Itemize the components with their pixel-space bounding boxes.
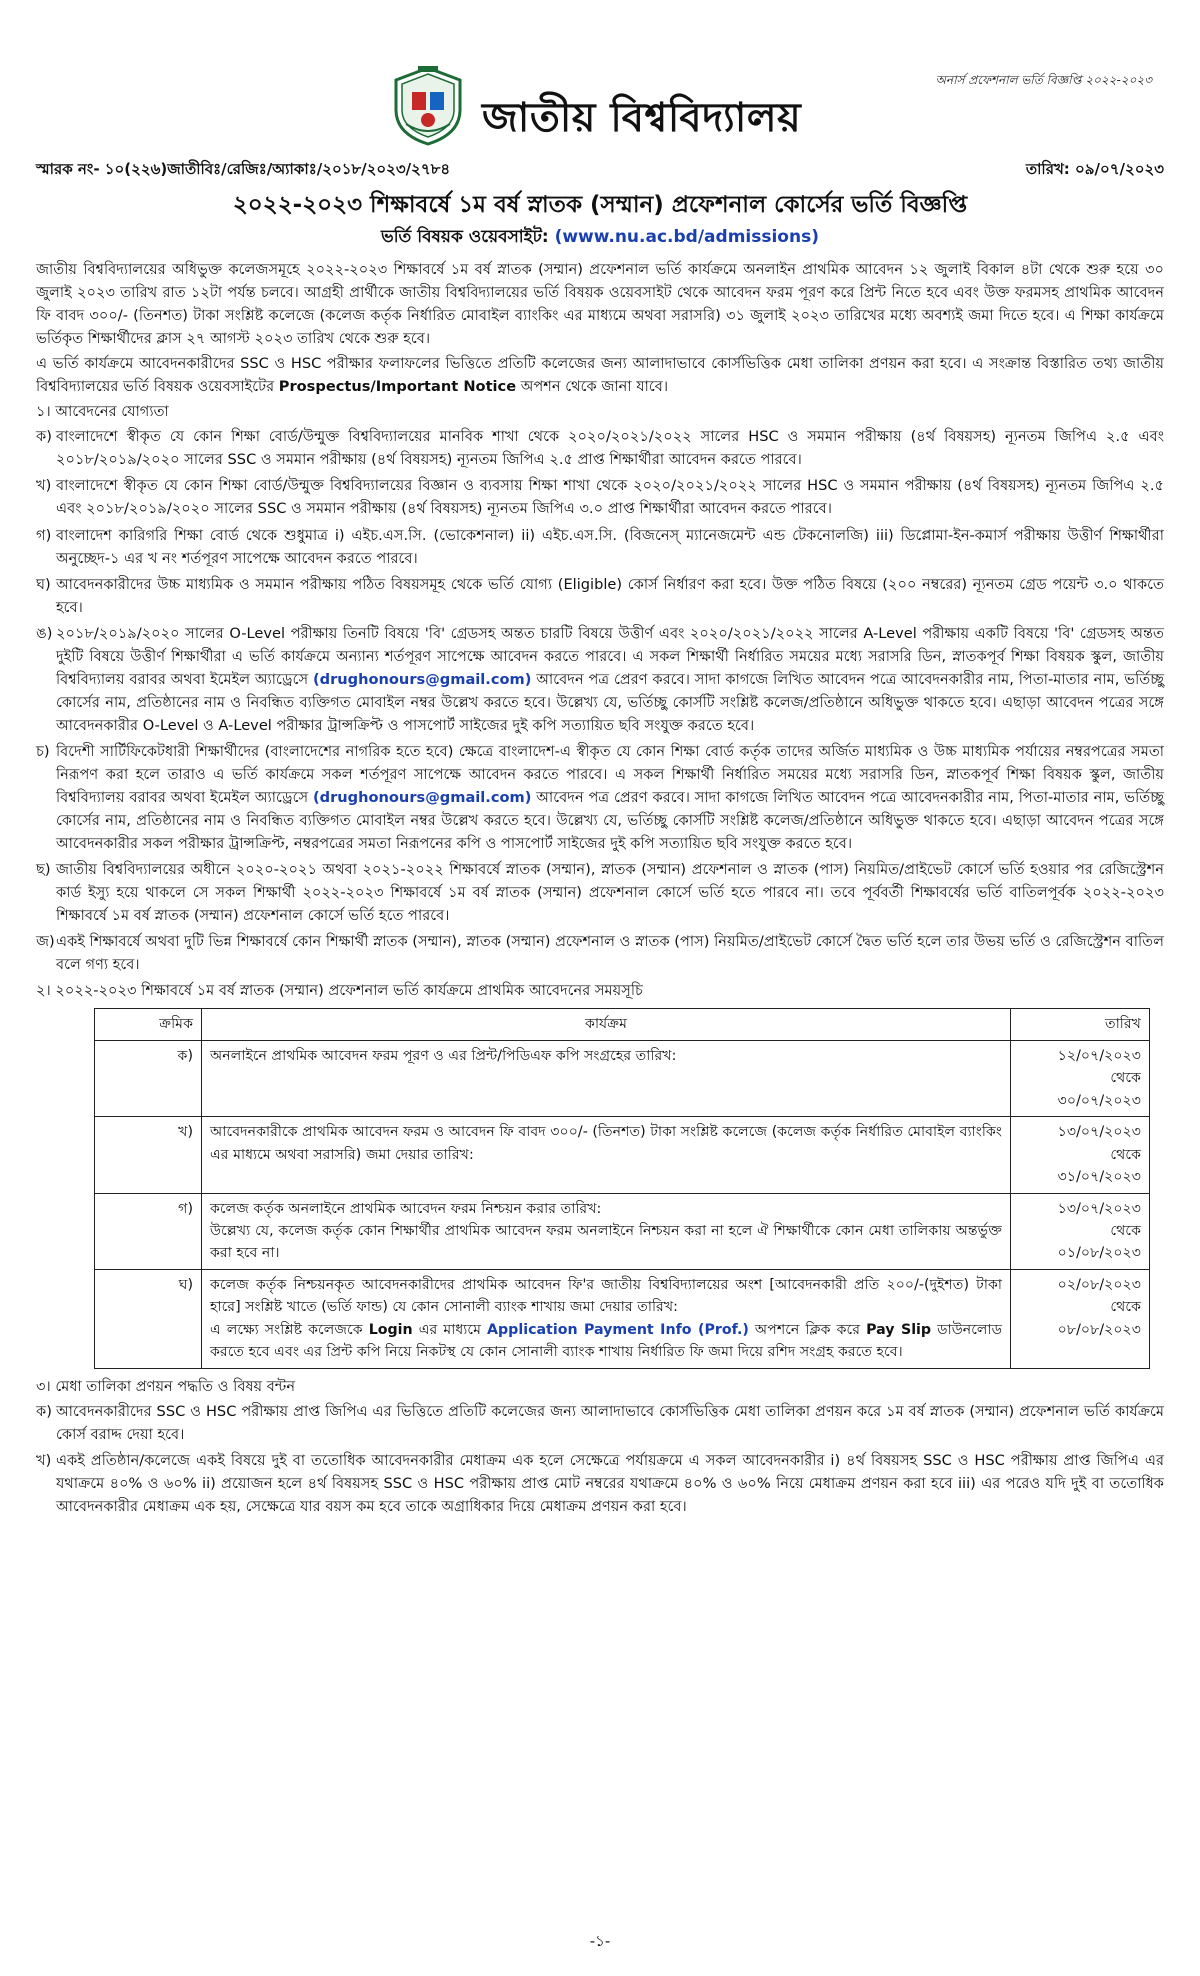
item-text: একই শিক্ষাবর্ষে অথবা দুটি ভিন্ন শিক্ষাবর্ষে কোন শিক্ষার্থী স্নাতক (সম্মান), স্নাতক (সম্মান) প্রফেশনাল ও স্নাতক (পাস) নিয়মিত/প্রাইভেট কোর্সে দ্বৈত ভর্তি হলে তার উভয় ভর্তি ও রেজিস্ট্রেশন বাতিল বলে গণ্য হবে।	[56, 933, 1164, 974]
note-text: এ লক্ষ্যে সংশ্লিষ্ট কলেজকে	[210, 1321, 363, 1338]
eligibility-item	[36, 474, 1164, 520]
date-from: ০২/০৮/২০২৩	[1057, 1276, 1141, 1293]
item-text	[56, 622, 1164, 737]
row-activity	[202, 1193, 1011, 1269]
university-logo-icon	[388, 64, 468, 148]
row-activity-line: কলেজ কর্তৃক নিশ্চয়নকৃত আবেদনকারীদের প্রাথমিক আবেদন ফি'র জাতীয় বিশ্ববিদ্যালয়ের অংশ [আবেদনকারী প্রতি ২০০/-(দুইশত) টাকা হারে] সংশ্লিষ্ট খাতে (ভর্তি ফান্ড) যে কোন সোনালী ব্যাংক শাখায় জমা দেয়ার তারিখ:	[210, 1276, 1002, 1316]
item-text-part: আবেদন পত্র প্রেরণ করবে। সাদা কাগজে লিখিত আবেদন পত্রে আবেদনকারীর নাম, পিতা-মাতার নাম, ভর্তিচ্ছু কোর্সের নাম, প্রতিষ্ঠানের নাম ও নিবন্ধিত ব্যক্তিগত মোবাইল নম্বর উল্লেখ করতে হবে। উল্লেখ্য যে, ভর্তিচ্ছু কোর্সটি সংশ্লিষ্ট কলেজ/প্রতিষ্ঠানে অধিভুক্ত থাকতে হবে। এছাড়া আবেদন পত্রের সঙ্গে আবেদনকারীর O-Level ও A-Level পরীক্ষার ট্রান্সক্রিপ্ট ও পাসপোর্ট সাইজের দুই কপি সত্যায়িত ছবি সংযুক্ত করতে হবে।	[56, 670, 1165, 734]
notice-title: ২০২২-২০২৩ শিক্ষাবর্ষে ১ম বর্ষ স্নাতক (সম্মান) প্রফেশনাল কোর্সের ভর্তি বিজ্ঞপ্তি	[232, 192, 968, 218]
row-activity-note	[210, 1319, 1002, 1364]
table-row	[95, 1040, 1150, 1116]
note-text: ডাউনলোড করতে হবে এবং এর প্রিন্ট কপি নিয়ে নিকটস্থ যে কোন সোনালী ব্যাংক শাখায় নির্ধারিত ফি জমা দিয়ে রশিদ সংগ্রহ করতে হবে।	[210, 1321, 1003, 1361]
item-text-part: আবেদন পত্র প্রেরণ করবে। সাদা কাগজে লিখিত আবেদন পত্রে আবেদনকারীর নাম, পিতা-মাতার নাম, ভর্তিচ্ছু কোর্সের নাম, প্রতিষ্ঠানের নাম ও নিবন্ধিত ব্যক্তিগত মোবাইল নম্বর উল্লেখ করতে হবে। উল্লেখ্য যে, ভর্তিচ্ছু কোর্সটি সংশ্লিষ্ট কলেজ/প্রতিষ্ঠানে অধিভুক্ত থাকতে হবে। এছাড়া আবেদন পত্রের সঙ্গে আবেদনকারীর সকল পরীক্ষার ট্রান্সক্রিপ্ট, নম্বরপত্রের সমতা নিরূপনের কপি ও পাসপোর্ট সাইজের দুই কপি সত্যায়িত ছবি সংযুক্ত করতে হবে।	[56, 789, 1165, 853]
item-text: বাংলাদেশ কারিগরি শিক্ষা বোর্ড থেকে শুধুমাত্র i) এইচ.এস.সি. (ভোকেশনাল) ii) এইচ.এস.সি. (বিজনেস্ ম্যানেজমেন্ট এন্ড টেকনোলজি) iii) ডিপ্লোমা-ইন-কমার্স পরীক্ষায় উত্তীর্ণ শিক্ষার্থীরা অনুচ্ছেদ-১ এর খ নং শর্তপূরণ সাপেক্ষে আবেদন করতে পারবে।	[56, 526, 1164, 567]
row-serial: ক)	[95, 1040, 202, 1116]
email-link[interactable]: (drughonours@gmail.com)	[312, 670, 532, 688]
page-number: -১-	[589, 1932, 611, 1950]
admission-website	[36, 224, 1164, 252]
login-option: Login	[368, 1321, 413, 1338]
email-link[interactable]: (drughonours@gmail.com)	[312, 789, 532, 807]
date-to: ৩০/০৭/২০২৩	[1057, 1092, 1141, 1109]
item-label: গ)	[36, 526, 52, 544]
memo-number: স্মারক নং- ১০(২২৬)জাতীবিঃ/রেজিঃ/অ্যাকাঃ/২০১৮/২০২৩/২৭৮৪	[36, 160, 451, 178]
intro-paragraph-1: জাতীয় বিশ্ববিদ্যালয়ের অধিভুক্ত কলেজসমূহে ২০২২-২০২৩ শিক্ষাবর্ষে ১ম বর্ষ স্নাতক (সম্মান) প্রফেশনাল ভর্তি কার্যক্রমে অনলাইন প্রাথমিক আবেদন ১২ জুলাই বিকাল ৪টা থেকে শুরু হয়ে ৩০ জুলাই ২০২৩ তারিখ রাত ১২টা পর্যন্ত চলবে। আগ্রহী প্রার্থীকে জাতীয় বিশ্ববিদ্যালয়ের ভর্তি বিষয়ক ওয়েবসাইট থেকে আবেদন ফরম পূরণ করে প্রিন্ট নিতে হবে এবং উক্ত ফরমসহ প্রাথমিক আবেদন ফি বাবদ ৩০০/- (তিনশত) টাকা সংশ্লিষ্ট কলেজে (কলেজ কর্তৃক নির্ধারিত মোবাইল ব্যাংকিং এর মাধ্যমে অথবা সরাসরি) ৩১ জুলাই ২০২৩ তারিখের মধ্যে অবশ্যই জমা দিতে হবে। এ শিক্ষা কার্যক্রমে ভর্তিকৃত শিক্ষার্থীদের ক্লাস ২৭ আগস্ট ২০২৩ তারিখ থেকে শুরু হবে।	[36, 261, 1164, 348]
eligibility-item	[36, 858, 1164, 927]
intro-paragraph-2	[36, 352, 1164, 398]
top-right-note: অনার্স প্রফেশনাল ভর্তি বিজ্ঞপ্তি ২০২২-২০২৩	[935, 73, 1152, 87]
item-label: ক)	[36, 428, 52, 446]
website-link[interactable]: (www.nu.ac.bd/admissions)	[554, 227, 819, 247]
item-label: ছ)	[36, 861, 51, 879]
memo-row	[36, 158, 1164, 183]
row-activity: অনলাইনে প্রাথমিক আবেদন ফরম পূরণ ও এর প্রিন্ট/পিডিএফ কপি সংগ্রহের তারিখ:	[202, 1040, 1011, 1116]
table-row	[95, 1193, 1150, 1269]
table-header-row	[95, 1009, 1150, 1040]
item-text: জাতীয় বিশ্ববিদ্যালয়ের অধীনে ২০২০-২০২১ অথবা ২০২১-২০২২ শিক্ষাবর্ষে স্নাতক (সম্মান), স্নাতক (সম্মান) প্রফেশনাল ও স্নাতক (পাস) নিয়মিত/প্রাইভেট কোর্সে ভর্তি হওয়ার পর রেজিস্ট্রেশন কার্ড ইস্যু হয়ে থাকলে সে সকল শিক্ষার্থী ২০২২-২০২৩ শিক্ষাবর্ষে ১ম বর্ষ স্নাতক (সম্মান) প্রফেশনাল কোর্সে ভর্তি হতে পারবে না। তবে পূর্ববর্তী শিক্ষাবর্ষের ভর্তি বাতিলপূর্বক ২০২২-২০২৩ শিক্ষাবর্ষে ১ম বর্ষ স্নাতক (সম্মান) প্রফেশনাল কোর্সে ভর্তি হতে পারবে।	[56, 861, 1164, 925]
column-header-serial: ক্রমিক	[95, 1009, 202, 1040]
item-label: ঙ)	[36, 624, 53, 642]
memo-date: তারিখ: ০৯/০৭/২০২৩	[1025, 160, 1164, 178]
prospectus-option: Prospectus/Important Notice	[278, 378, 517, 396]
eligibility-item	[36, 425, 1164, 471]
row-activity-note: উল্লেখ্য যে, কলেজ কর্তৃক কোন শিক্ষার্থীর প্রাথমিক আবেদন ফরম অনলাইনে নিশ্চয়ন করা না হলে ঐ শিক্ষার্থীকে কোন মেধা তালিকায় অন্তর্ভুক্ত করা হবে না।	[210, 1222, 1002, 1262]
payment-info-option: Application Payment Info (Prof.)	[487, 1321, 749, 1338]
table-row	[95, 1269, 1150, 1368]
item-text: আবেদনকারীদের উচ্চ মাধ্যমিক ও সমমান পরীক্ষায় পঠিত বিষয়সমূহ থেকে ভর্তি যোগ্য (Eligible) কোর্স নির্ধারণ করা হবে। উক্ত পঠিত বিষয়ে (২০০ নম্বরের) ন্যূনতম গ্রেড পয়েন্ট ৩.০ থাকতে হবে।	[56, 575, 1164, 616]
row-date	[1011, 1117, 1150, 1193]
notice-body	[36, 258, 1164, 1521]
date-to: ০৮/০৮/২০২৩	[1057, 1321, 1141, 1338]
section-1-heading: ১। আবেদনের যোগ্যতা	[36, 403, 169, 421]
date-separator: থেকে	[1110, 1222, 1141, 1239]
note-text: অপশনে ক্লিক করে	[754, 1321, 861, 1338]
item-label: খ)	[36, 477, 52, 495]
item-text: আবেদনকারীদের SSC ও HSC পরীক্ষায় প্রাপ্ত জিপিএ এর ভিত্তিতে প্রতিটি কলেজের জন্য আলাদাভাবে কোর্সভিত্তিক মেধা তালিকা প্রণয়ন করে ১ম বর্ষ স্নাতক (সম্মান) প্রফেশনাল ভর্তি কার্যক্রমে কোর্স বরাদ্দ দেয়া হবে।	[56, 1402, 1164, 1443]
date-separator: থেকে	[1110, 1070, 1141, 1087]
eligibility-item	[36, 524, 1164, 570]
section-3-heading: ৩। মেধা তালিকা প্রণয়ন পদ্ধতি ও বিষয় বন্টন	[36, 1377, 296, 1395]
item-text	[56, 740, 1164, 855]
item-text: বাংলাদেশে স্বীকৃত যে কোন শিক্ষা বোর্ড/উন্মুক্ত বিশ্ববিদ্যালয়ের মানবিক শাখা থেকে ২০২০/২০২১/২০২২ সালের HSC ও সমমান পরীক্ষায় (৪র্থ বিষয়সহ) ন্যূনতম জিপিএ ২.৫ এবং ২০১৮/২০১৯/২০২০ সালের SSC ও সমমান পরীক্ষায় (৪র্থ বিষয়সহ) ন্যূনতম জিপিএ ২.৫ প্রাপ্ত শিক্ষার্থীরা আবেদন করতে পারবে।	[56, 428, 1164, 469]
date-to: ০১/০৮/২০২৩	[1057, 1245, 1141, 1262]
row-serial: ঘ)	[95, 1269, 202, 1368]
row-activity: আবেদনকারীকে প্রাথমিক আবেদন ফরম ও আবেদন ফি বাবদ ৩০০/- (তিনশত) টাকা সংশ্লিষ্ট কলেজে (কলেজ কর্তৃক নির্ধারিত মোবাইল ব্যাংকিং এর মাধ্যমে অথবা সরাসরি) জমা দেয়ার তারিখ:	[202, 1117, 1011, 1193]
date-from: ১২/০৭/২০২৩	[1057, 1047, 1141, 1064]
eligibility-item	[36, 930, 1164, 976]
item-label: জ)	[36, 933, 55, 951]
eligibility-item	[36, 573, 1164, 619]
note-text: এর মাধ্যমে	[418, 1321, 481, 1338]
pay-slip-option: Pay Slip	[866, 1321, 932, 1338]
row-date	[1011, 1040, 1150, 1116]
item-text-part: বিদেশী সার্টিফিকেটধারী শিক্ষার্থীদের (বাংলাদেশের নাগরিক হতে হবে) ক্ষেত্রে বাংলাদেশ-এ স্বীকৃত যে কোন শিক্ষা বোর্ড কর্তৃক তাদের অর্জিত মাধ্যমিক ও উচ্চ মাধ্যমিক পর্যায়ের নম্বরপত্রের সমতা নিরূপণ করা হলে তারাও এ ভর্তি কার্যক্রমে সকল শর্তপূরণ সাপেক্ষে আবেদন করতে পারবে। এ সকল শিক্ষার্থী নির্ধারিত সময়ের মধ্যে সরাসরি ডিন, স্নাতকপূর্ব শিক্ষা বিষয়ক স্কুল, জাতীয় বিশ্ববিদ্যালয় বরাবর অথবা ইমেইল অ্যাড্রেসে	[56, 742, 1164, 807]
row-date	[1011, 1193, 1150, 1269]
schedule-table	[94, 1008, 1150, 1368]
date-to: ৩১/০৭/২০২৩	[1057, 1169, 1141, 1186]
item-label: খ)	[36, 1451, 52, 1469]
row-serial: খ)	[95, 1117, 202, 1193]
item-text-part: ২০১৮/২০১৯/২০২০ সালের O-Level পরীক্ষায় তিনটি বিষয়ে 'বি' গ্রেডসহ অন্তত চারটি বিষয়ে উত্তীর্ণ এবং ২০২০/২০২১/২০২২ সালের A-Level পরীক্ষায় একটি বিষয়ে 'বি' গ্রেডসহ অন্তত দুইটি বিষয়ে উত্তীর্ণ শিক্ষার্থীরা এ ভর্তি কার্যক্রমে অন্যান্য শর্তপূরণ সাপেক্ষে আবেদন করতে পারবে। এ সকল শিক্ষার্থী নির্ধারিত সময়ের মধ্যে সরাসরি ডিন, স্নাতকপূর্ব শিক্ষা বিষয়ক স্কুল, জাতীয় বিশ্ববিদ্যালয় বরাবর অথবা ইমেইল অ্যাড্রেসে	[56, 624, 1165, 688]
intro-p2-tail: অপশন থেকে জানা যাবে।	[520, 378, 669, 396]
row-activity-line: কলেজ কর্তৃক অনলাইনে প্রাথমিক আবেদন ফরম নিশ্চয়ন করার তারিখ:	[210, 1200, 602, 1217]
section-2-heading: ২। ২০২২-২০২৩ শিক্ষাবর্ষে ১ম বর্ষ স্নাতক (সম্মান) প্রফেশনাল ভর্তি কার্যক্রমে প্রাথমিক আবেদনের সময়সূচি	[36, 982, 643, 1000]
item-label: চ)	[36, 742, 50, 760]
website-label: ভর্তি বিষয়ক ওয়েবসাইট:	[381, 227, 549, 247]
item-text: একই প্রতিষ্ঠান/কলেজে একই বিষয়ে দুই বা ততোধিক আবেদনকারীর মেধাক্রম এক হলে সেক্ষেত্রে পর্যায়ক্রমে এ সকল আবেদনকারীর i) ৪র্থ বিষয়সহ SSC ও HSC পরীক্ষায় প্রাপ্ত জিপিএ এর যথাক্রমে ৪০% ও ৬০% ii) প্রয়োজন হলে ৪র্থ বিষয়সহ SSC ও HSC পরীক্ষায় প্রাপ্ত মোট নম্বরের যথাক্রমে ৪০% ও ৬০% নিয়ে মেধাক্রম প্রণয়ন করা হবে iii) এর পরেও যদি দুই বা ততোধিক আবেদনকারীর মেধাক্রম এক হয়, সেক্ষেত্রে যার বয়স কম হবে তাকে অগ্রাধিকার দিয়ে মেধাক্রম প্রণয়ন করা হবে।	[56, 1451, 1164, 1515]
eligibility-item	[36, 622, 1164, 737]
row-serial: গ)	[95, 1193, 202, 1269]
item-label: ঘ)	[36, 575, 51, 593]
date-from: ১৩/০৭/২০২৩	[1057, 1200, 1141, 1217]
column-header-activity: কার্যক্রম	[202, 1009, 1011, 1040]
item-text: বাংলাদেশে স্বীকৃত যে কোন শিক্ষা বোর্ড/উন্মুক্ত বিশ্ববিদ্যালয়ের বিজ্ঞান ও ব্যবসায় শিক্ষা শাখা থেকে ২০২০/২০২১/২০২২ সালের HSC ও সমমান পরীক্ষায় (৪র্থ বিষয়সহ) ন্যূনতম জিপিএ ২.৫ এবং ২০১৮/২০১৯/২০২০ সালের SSC ও সমমান পরীক্ষায় (৪র্থ বিষয়সহ) ন্যূনতম জিপিএ ৩.০ প্রাপ্ত শিক্ষার্থীরা আবেদন করতে পারবে।	[56, 477, 1164, 518]
intro-p2-text: এ ভর্তি কার্যক্রমে আবেদনকারীদের SSC ও HSC পরীক্ষার ফলাফলের ভিত্তিতে প্রতিটি কলেজের জন্য আলাদাভাবে কোর্সভিত্তিক মেধা তালিকা প্রণয়ন করা হবে। এ সংক্রান্ত বিস্তারিত তথ্য জাতীয় বিশ্ববিদ্যালয়ের ভর্তি বিষয়ক ওয়েবসাইটের	[36, 355, 1164, 396]
date-from: ১৩/০৭/২০২৩	[1057, 1124, 1141, 1141]
item-label: ক)	[36, 1402, 52, 1420]
table-row	[95, 1117, 1150, 1193]
merit-item	[36, 1449, 1164, 1518]
date-separator: থেকে	[1110, 1299, 1141, 1316]
row-date	[1011, 1269, 1150, 1368]
date-separator: থেকে	[1110, 1146, 1141, 1163]
university-name: জাতীয় বিশ্ববিদ্যালয়	[482, 95, 802, 141]
eligibility-item	[36, 740, 1164, 855]
row-activity	[202, 1269, 1011, 1368]
column-header-date: তারিখ	[1011, 1009, 1150, 1040]
merit-item	[36, 1400, 1164, 1446]
